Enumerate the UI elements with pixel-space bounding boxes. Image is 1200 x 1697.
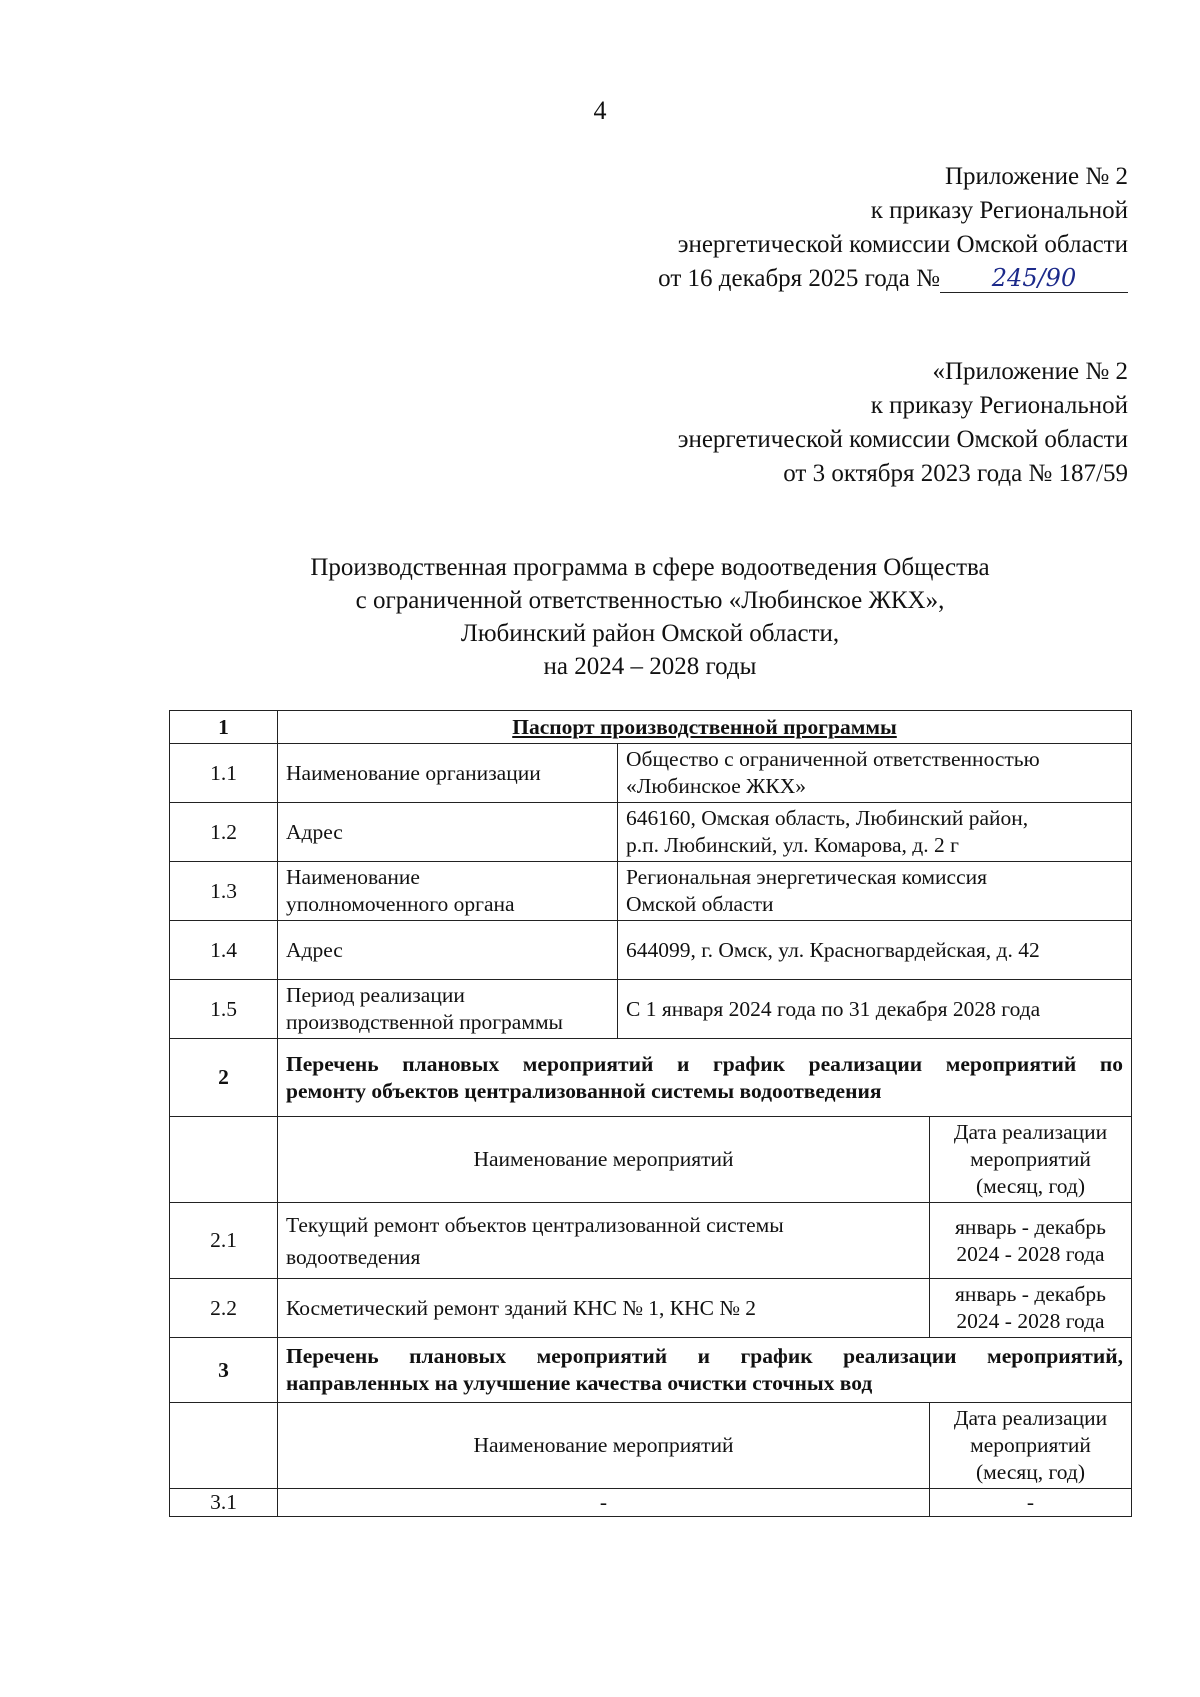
activity-date-line: январь - декабрь [955, 1282, 1106, 1306]
row-value-line: Общество с ограниченной ответственностью [626, 747, 1040, 771]
table-row [170, 1203, 1132, 1279]
row-label: Адрес [278, 803, 618, 862]
section-heading-row [170, 1338, 1132, 1403]
activity-name [278, 1203, 930, 1279]
row-value: 644099, г. Омск, ул. Красногвардейская, д. 42 [618, 921, 1132, 980]
section-heading-line: Перечень плановых мероприятий и график реализации мероприятий, [286, 1344, 1124, 1368]
column-header-date-line: Дата реализации [953, 1120, 1108, 1144]
handwritten-order-number: 245/90 [940, 264, 1128, 293]
activity-name-line: водоотведения [286, 1244, 421, 1269]
row-value [618, 744, 1132, 803]
row-value-line: Региональная энергетическая комиссия [626, 865, 988, 889]
section-heading [278, 1039, 1132, 1117]
activity-name: - [278, 1489, 930, 1517]
row-number: 3.1 [170, 1489, 278, 1517]
row-number: 1.1 [170, 744, 278, 803]
row-number: 1.2 [170, 803, 278, 862]
section-heading-line: ремонту объектов централизованной системы водоотведения [286, 1078, 882, 1103]
section-number: 2 [170, 1039, 278, 1117]
table-row [170, 744, 1132, 803]
activity-date-line: январь - декабрь [955, 1214, 1106, 1239]
activity-name: Косметический ремонт зданий КНС № 1, КНС № 2 [278, 1279, 930, 1338]
production-program-table [169, 710, 1132, 1517]
column-header-date [930, 1117, 1132, 1203]
table-row [170, 862, 1132, 921]
column-header-date [930, 1403, 1132, 1489]
table-row [170, 803, 1132, 862]
row-label-line: уполномоченного органа [286, 892, 515, 916]
table-row [170, 1279, 1132, 1338]
column-header-date-line: (месяц, год) [975, 1174, 1086, 1198]
title-line: с ограниченной ответственностью «Любинское ЖКХ», [355, 587, 945, 614]
section-heading-row [170, 711, 1132, 744]
appendix-old-order-ref: к приказу Региональной [870, 392, 1128, 419]
appendix-old-commission: энергетической комиссии Омской области [677, 426, 1128, 453]
appendix-date-line [658, 262, 1128, 296]
appendix-date-text: от 16 декабря 2025 года № [658, 265, 940, 292]
table-row [170, 1489, 1132, 1517]
activity-date [930, 1203, 1132, 1279]
appendix-title: Приложение № 2 [944, 163, 1128, 190]
row-number: 2.1 [170, 1203, 278, 1279]
row-label [278, 980, 618, 1039]
appendix-old-title: «Приложение № 2 [932, 358, 1128, 385]
section-heading-text: Паспорт производственной программы [512, 714, 897, 739]
title-line: Производственная программа в сфере водоотведения Общества [310, 554, 990, 581]
column-header-row [170, 1117, 1132, 1203]
activity-date-line: 2024 - 2028 года [956, 1241, 1105, 1266]
appendix-order-ref: к приказу Региональной [870, 197, 1128, 224]
activity-date: - [930, 1489, 1132, 1517]
table-row [170, 921, 1132, 980]
title-line: на 2024 – 2028 годы [543, 653, 757, 680]
row-label: Адрес [278, 921, 618, 980]
section-number: 1 [170, 711, 278, 744]
column-header-date-line: (месяц, год) [975, 1460, 1086, 1484]
activity-name-line: Текущий ремонт объектов централизованной системы [286, 1212, 784, 1237]
column-header-date-line: мероприятий [970, 1147, 1091, 1171]
page-number: 4 [593, 96, 607, 125]
column-header-date-line: мероприятий [970, 1433, 1091, 1457]
row-label: Наименование организации [278, 744, 618, 803]
appendix-header-new [658, 160, 1128, 296]
row-number: 1.3 [170, 862, 278, 921]
section-heading-line: направленных на улучшение качества очистки сточных вод [286, 1371, 873, 1395]
row-value-line: Омской области [626, 892, 774, 916]
empty-number-cell [170, 1117, 278, 1203]
activity-date [930, 1279, 1132, 1338]
row-value [618, 862, 1132, 921]
row-label-line: производственной программы [286, 1010, 564, 1034]
section-heading [278, 711, 1132, 744]
row-value [618, 803, 1132, 862]
row-value: С 1 января 2024 года по 31 декабря 2028 года [618, 980, 1132, 1039]
row-value-line: «Любинское ЖКХ» [626, 774, 807, 798]
column-header-date-line: Дата реализации [953, 1406, 1108, 1430]
appendix-old-date-line: от 3 октября 2023 года № 187/59 [783, 460, 1128, 487]
row-label-line: Наименование [286, 865, 420, 889]
row-value-line: р.п. Любинский, ул. Комарова, д. 2 г [626, 833, 959, 857]
row-number: 1.4 [170, 921, 278, 980]
row-value-line: 646160, Омская область, Любинский район, [626, 806, 1029, 830]
appendix-header-old [678, 355, 1128, 491]
table-row [170, 980, 1132, 1039]
section-heading-line: Перечень плановых мероприятий и график реализации мероприятий по [286, 1051, 1124, 1076]
column-header-name: Наименование мероприятий [278, 1117, 930, 1203]
section-heading-row [170, 1039, 1132, 1117]
row-label-line: Период реализации [286, 983, 465, 1007]
activity-date-line: 2024 - 2028 года [956, 1309, 1105, 1333]
column-header-row [170, 1403, 1132, 1489]
document-title [0, 551, 1200, 683]
row-number: 2.2 [170, 1279, 278, 1338]
empty-number-cell [170, 1403, 278, 1489]
row-number: 1.5 [170, 980, 278, 1039]
column-header-name: Наименование мероприятий [278, 1403, 930, 1489]
section-heading [278, 1338, 1132, 1403]
section-number: 3 [170, 1338, 278, 1403]
title-line: Любинский район Омской области, [460, 620, 840, 647]
appendix-commission: энергетической комиссии Омской области [677, 231, 1128, 258]
row-label [278, 862, 618, 921]
